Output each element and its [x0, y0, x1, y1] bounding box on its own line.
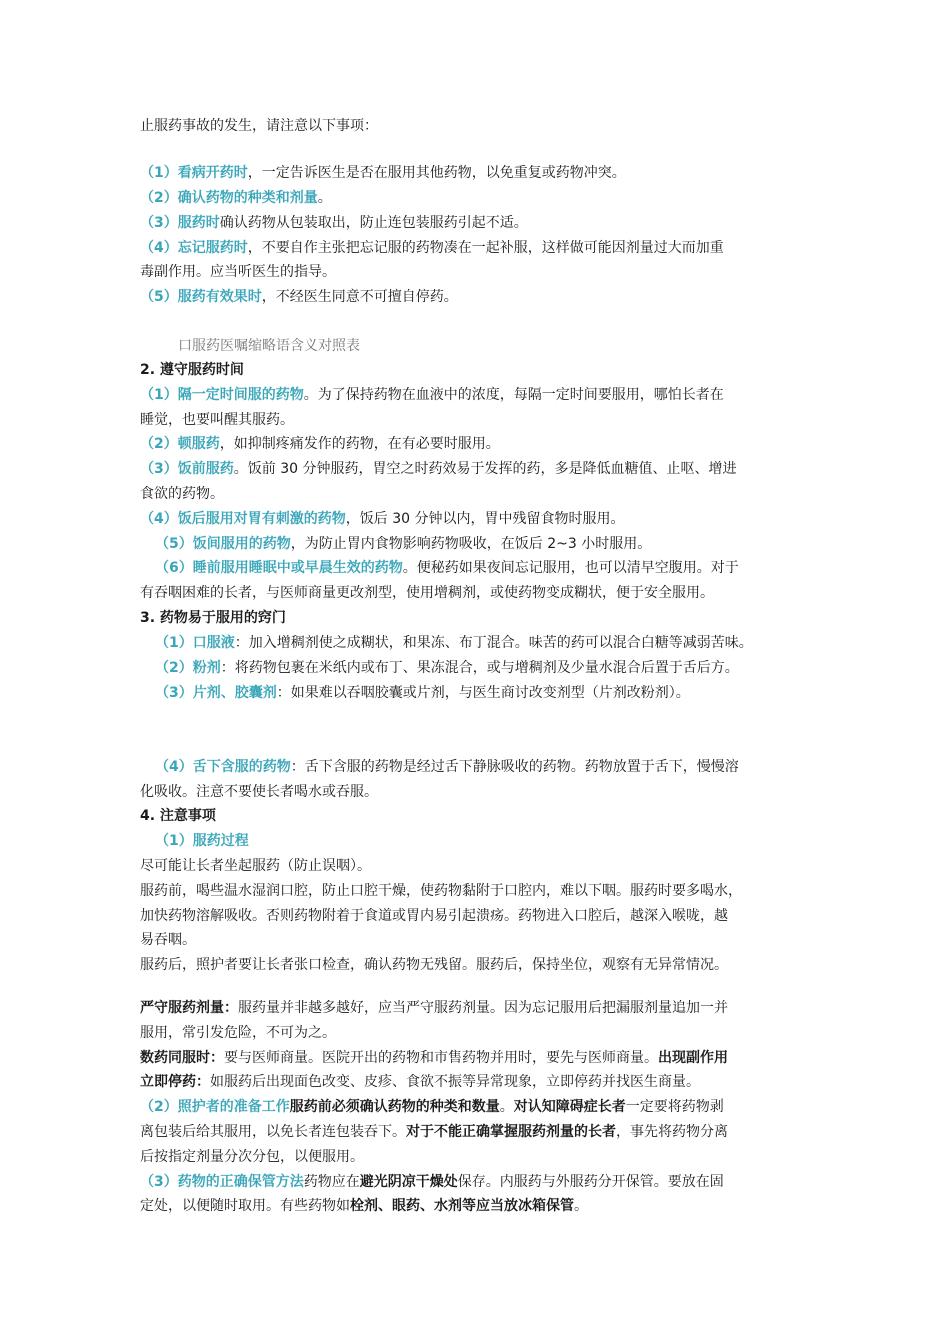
highlighted-term: （5）饭间服用的药物 — [155, 536, 291, 552]
text-line — [155, 683, 690, 703]
text-line — [140, 410, 294, 430]
text-line — [140, 287, 458, 307]
highlighted-term: （1）看病开药时 — [140, 165, 248, 181]
text-line — [140, 608, 286, 628]
highlighted-term: （1）隔一定时间服的药物 — [140, 387, 304, 403]
text-line — [140, 509, 624, 529]
highlighted-term: （2）确认药物的种类和剂量 — [140, 190, 318, 206]
body-text: 有吞咽困难的长者，与医师商量更改剂型，使用增稠剂，或使药物变成糊状，便于安全服用。 — [140, 585, 714, 601]
body-text: 服药量并非越多越好，应当严守服药剂量。因为忘记服用后把漏服剂量追加一并 — [238, 1000, 728, 1016]
body-text: 尽可能让长者坐起服药（防止误咽）。 — [140, 858, 371, 874]
text-line — [140, 385, 724, 405]
bold-text: 严守服药剂量： — [140, 1000, 238, 1016]
body-text: 毒副作用。应当听医生的指导。 — [140, 264, 336, 280]
text-line — [140, 188, 332, 208]
text-line — [140, 856, 371, 876]
text-line — [155, 633, 753, 653]
body-text: ：加入增稠剂使之成糊状，和果冻、布丁混合。味苦的药可以混合白糖等减弱苦味。 — [234, 635, 753, 651]
text-line — [140, 434, 500, 454]
highlighted-term: （4）饭后服用对胃有刺激的药物 — [140, 511, 346, 527]
body-text: 食欲的药物。 — [140, 486, 224, 502]
body-text: 。 — [574, 1198, 588, 1214]
text-line — [140, 930, 196, 950]
text-line — [140, 1097, 724, 1117]
body-text: 。 — [317, 190, 332, 206]
body-text: 服药前，喝些温水湿润口腔，防止口腔干燥，使药物黏附于口腔内，难以下咽。服药时要多喝水， — [140, 883, 742, 899]
body-text: 定处，以便随时取用。有些药物如 — [140, 1198, 350, 1214]
body-text: ，不经医生同意不可擅自停药。 — [261, 289, 458, 305]
text-line — [178, 336, 360, 356]
body-text: 服药后，照护者要让长者张口检查，确认药物无残留。服药后，保持坐位，观察有无异常情况。 — [140, 957, 728, 973]
text-line — [140, 484, 224, 504]
text-line — [155, 831, 249, 851]
bold-text: 栓剂、眼药、水剂等应当放冰箱保管 — [350, 1198, 574, 1214]
body-text: ，不要自作主张把忘记服的药物凑在一起补服，这样做可能因剂量过大而加重 — [247, 240, 724, 256]
text-line — [155, 534, 651, 554]
body-text: ：如果难以吞咽胶囊或片剂，与医生商讨改变剂型（片剂改粉剂）。 — [276, 685, 690, 701]
body-text: 。为了保持药物在血液中的浓度，每隔一定时间要服用，哪怕长者在 — [303, 387, 724, 403]
bold-text: 对认知障碍症长者 — [513, 1099, 626, 1115]
text-line — [140, 998, 728, 1018]
body-text: 服用，常引发危险，不可为之。 — [140, 1025, 336, 1041]
body-text: 。饭前 30 分钟服药，胃空之时药效易于发挥的药，多是降低血糖值、止呕、增进 — [233, 461, 737, 477]
text-line — [140, 1072, 700, 1092]
body-text: 药物应在 — [303, 1174, 360, 1190]
highlighted-term: （3）药物的正确保管方法 — [140, 1174, 304, 1190]
bold-text: 出现副作用 — [658, 1050, 728, 1066]
bold-text: 2. 遵守服药时间 — [140, 362, 244, 378]
body-text: 如服药后出现面色改变、皮疹、食欲不振等异常现象，立即停药并找医生商量。 — [210, 1074, 700, 1090]
text-line — [140, 1023, 336, 1043]
body-text: ，为防止胃内食物影响药物吸收，在饭后 2~3 小时服用。 — [290, 536, 652, 552]
highlighted-term: （5）服药有效果时 — [140, 289, 262, 305]
text-line — [140, 782, 378, 802]
bold-text: 对于不能正确掌握服药剂量的长者 — [406, 1124, 616, 1140]
body-text: ：舌下含服的药物是经过舌下静脉吸收的药物。药物放置于舌下，慢慢溶 — [290, 759, 739, 775]
highlighted-term: （4）舌下含服的药物 — [155, 759, 291, 775]
body-text: 要与医师商量。医院开出的药物和市售药物并用时，要先与医师商量。 — [224, 1050, 658, 1066]
body-text: ，事先将药物分离 — [616, 1124, 728, 1140]
text-line — [140, 1172, 724, 1192]
text-line — [140, 583, 714, 603]
highlighted-term: （6）睡前服用睡眠中或早晨生效的药物 — [155, 560, 403, 576]
highlighted-term: （3）服药时 — [140, 215, 220, 231]
body-text: ，如抑制疼痛发作的药物，在有必要时服用。 — [219, 436, 500, 452]
text-line — [140, 906, 728, 926]
body-text: 保存。内服药与外服药分开保管。要放在固 — [457, 1174, 724, 1190]
bold-text: 避光阴凉干燥处 — [359, 1174, 458, 1190]
table-caption: 口服药医嘱缩略语含义对照表 — [178, 338, 360, 354]
highlighted-term: （2）照护者的准备工作 — [140, 1099, 290, 1115]
text-line — [140, 360, 244, 380]
text-line — [155, 757, 739, 777]
body-text: ，饭后 30 分钟以内，胃中残留食物时服用。 — [345, 511, 625, 527]
body-text: 后按指定剂量分次分包，以便服用。 — [140, 1149, 364, 1165]
text-line — [140, 238, 724, 258]
body-text: ：将药物包裹在米纸内或布丁、果冻混合，或与增稠剂及少量水混合后置于舌后方。 — [220, 660, 739, 676]
text-line — [140, 213, 528, 233]
body-text: 一定要将药物剥 — [625, 1099, 724, 1115]
highlighted-term: （3）片剂、胶囊剂 — [155, 685, 277, 701]
bold-text: 服药前必须确认药物的种类和数量 — [289, 1099, 500, 1115]
body-text: 易吞咽。 — [140, 932, 196, 948]
highlighted-term: （2）顿服药 — [140, 436, 220, 452]
body-text: 化吸收。注意不要使长者喝水或吞服。 — [140, 784, 378, 800]
text-line — [140, 1048, 728, 1068]
bold-text: 立即停药： — [140, 1074, 210, 1090]
body-text: 加快药物溶解吸收。否则药物附着于食道或胃内易引起溃疡。药物进入口腔后，越深入喉咙，越 — [140, 908, 728, 924]
body-text: 。 — [499, 1099, 514, 1115]
body-text: ，一定告诉医生是否在服用其他药物，以免重复或药物冲突。 — [247, 165, 626, 181]
body-text: 。便秘药如果夜间忘记服用，也可以清早空腹用。对于 — [402, 560, 739, 576]
highlighted-term: （1）口服液 — [155, 635, 235, 651]
highlighted-term: （1）服药过程 — [155, 833, 249, 849]
text-line — [140, 163, 626, 183]
highlighted-term: （3）饭前服药 — [140, 461, 234, 477]
text-line — [140, 116, 378, 136]
text-line — [140, 806, 216, 826]
text-line — [140, 262, 336, 282]
bold-text: 数药同服时： — [140, 1050, 224, 1066]
text-line — [140, 1147, 364, 1167]
highlighted-term: （4）忘记服药时 — [140, 240, 248, 256]
text-line — [140, 459, 736, 479]
highlighted-term: （2）粉剂 — [155, 660, 221, 676]
text-line — [140, 955, 728, 975]
bold-text: 3. 药物易于服用的窍门 — [140, 610, 286, 626]
text-line — [140, 1196, 588, 1216]
text-line — [140, 881, 742, 901]
text-line — [155, 658, 739, 678]
body-text: 确认药物从包装取出，防止连包装服药引起不适。 — [219, 215, 528, 231]
text-line — [140, 1122, 728, 1142]
body-text: 止服药事故的发生，请注意以下事项： — [140, 118, 378, 134]
bold-text: 4. 注意事项 — [140, 808, 216, 824]
body-text: 睡觉，也要叫醒其服药。 — [140, 412, 294, 428]
text-line — [155, 558, 739, 578]
body-text: 离包装后给其服用，以免长者连包装吞下。 — [140, 1124, 406, 1140]
